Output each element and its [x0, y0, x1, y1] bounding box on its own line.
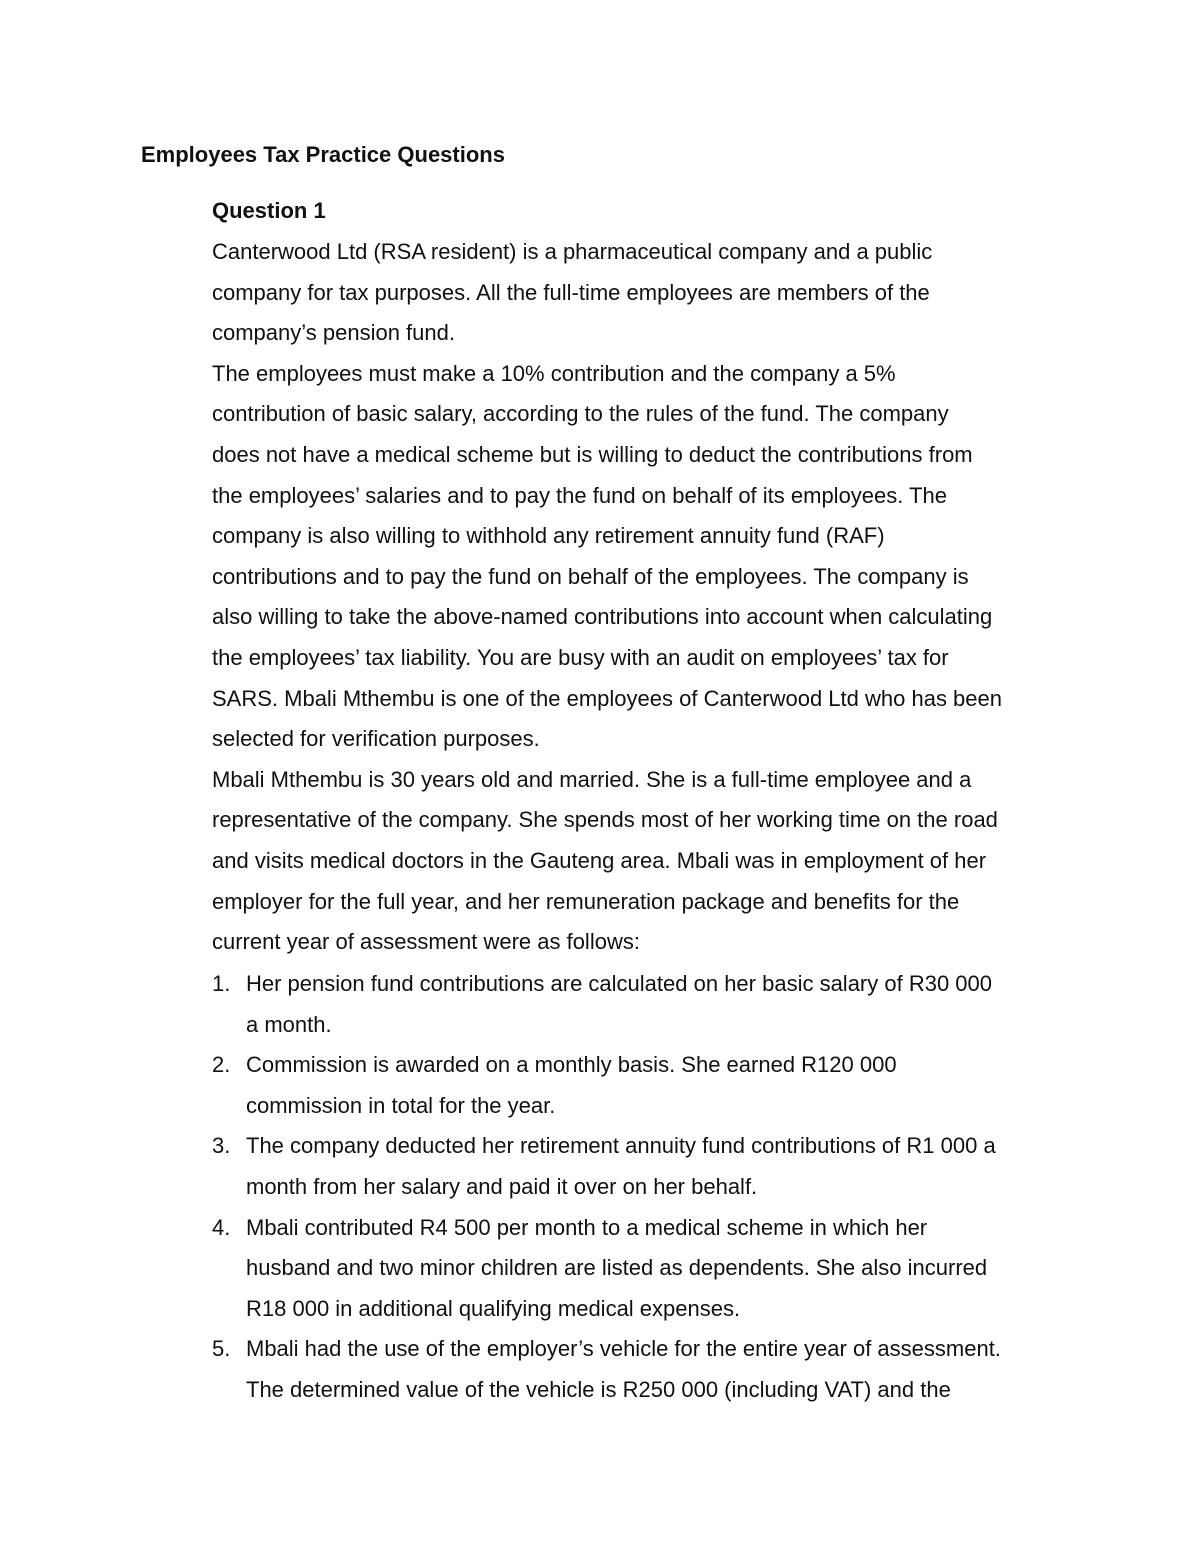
list-item-number: 3. — [212, 1133, 231, 1159]
list-item-line: Her pension fund contributions are calculated on her basic salary of R30 000 — [246, 971, 993, 996]
list-item-line: R18 000 in additional qualifying medical expenses. — [246, 1295, 741, 1321]
list-item — [212, 1329, 1092, 1410]
list-item-line: husband and two minor children are listed as dependents. She also incurred — [246, 1255, 988, 1281]
paragraph-line: The employees must make a 10% contribution and the company a 5% — [212, 360, 896, 386]
list-item-number: 2. — [212, 1052, 231, 1078]
paragraph-line: the employees’ tax liability. You are busy with an audit on employees’ tax for — [212, 644, 949, 670]
paragraph-line: company’s pension fund. — [212, 320, 455, 346]
list-item-line: The company deducted her retirement annuity fund contributions of R1 000 a — [246, 1133, 996, 1159]
list-item-number: 4. — [212, 1214, 231, 1240]
numbered-list — [212, 964, 1092, 1411]
list-item-line: The determined value of the vehicle is R250 000 (including VAT) and the — [246, 1376, 951, 1402]
paragraph-line: selected for verification purposes. — [212, 726, 540, 752]
paragraph-line: representative of the company. She spends most of her working time on the road — [212, 807, 998, 833]
list-item-line: a month. — [246, 1011, 332, 1037]
list-item-line: Mbali contributed R4 500 per month to a medical scheme in which her — [246, 1214, 928, 1240]
list-item — [212, 1208, 1092, 1330]
paragraph-line: also willing to take the above-named contributions into account when calculating — [212, 604, 993, 630]
list-item-line: Mbali had the use of the employer’s vehicle for the entire year of assessment. — [246, 1336, 1001, 1362]
paragraph-line: Canterwood Ltd (RSA resident) is a pharmaceutical company and a public — [212, 239, 933, 264]
paragraph-line: contributions and to pay the fund on behalf of the employees. The company is — [212, 563, 969, 589]
paragraph-line: the employees’ salaries and to pay the fund on behalf of its employees. The — [212, 482, 948, 508]
list-item-number: 1. — [212, 971, 231, 996]
document-title: Employees Tax Practice Questions — [141, 142, 505, 167]
question-body — [212, 232, 1092, 963]
paragraph-line: employer for the full year, and her remuneration package and benefits for the — [212, 888, 960, 914]
list-item — [212, 1126, 1092, 1207]
list-item-line: commission in total for the year. — [246, 1092, 556, 1118]
question-heading: Question 1 — [212, 198, 326, 223]
list-item-line: month from her salary and paid it over on her behalf. — [246, 1173, 758, 1199]
list-item-line: Commission is awarded on a monthly basis. She earned R120 000 — [246, 1052, 897, 1078]
paragraph-line: company for tax purposes. All the full-time employees are members of the — [212, 279, 930, 305]
paragraph-line: Mbali Mthembu is 30 years old and married. She is a full-time employee and a — [212, 766, 972, 792]
paragraph-line: does not have a medical scheme but is willing to deduct the contributions from — [212, 441, 973, 467]
list-item — [212, 1045, 1092, 1126]
paragraph-line: contribution of basic salary, according to the rules of the fund. The company — [212, 401, 949, 427]
list-item-number: 5. — [212, 1336, 231, 1362]
paragraph-line: current year of assessment were as follows: — [212, 929, 640, 955]
paragraph-line: SARS. Mbali Mthembu is one of the employees of Canterwood Ltd who has been — [212, 685, 1003, 711]
list-item — [212, 964, 1092, 1045]
paragraph-line: and visits medical doctors in the Gauteng area. Mbali was in employment of her — [212, 847, 987, 873]
paragraph-line: company is also willing to withhold any retirement annuity fund (RAF) — [212, 523, 885, 549]
